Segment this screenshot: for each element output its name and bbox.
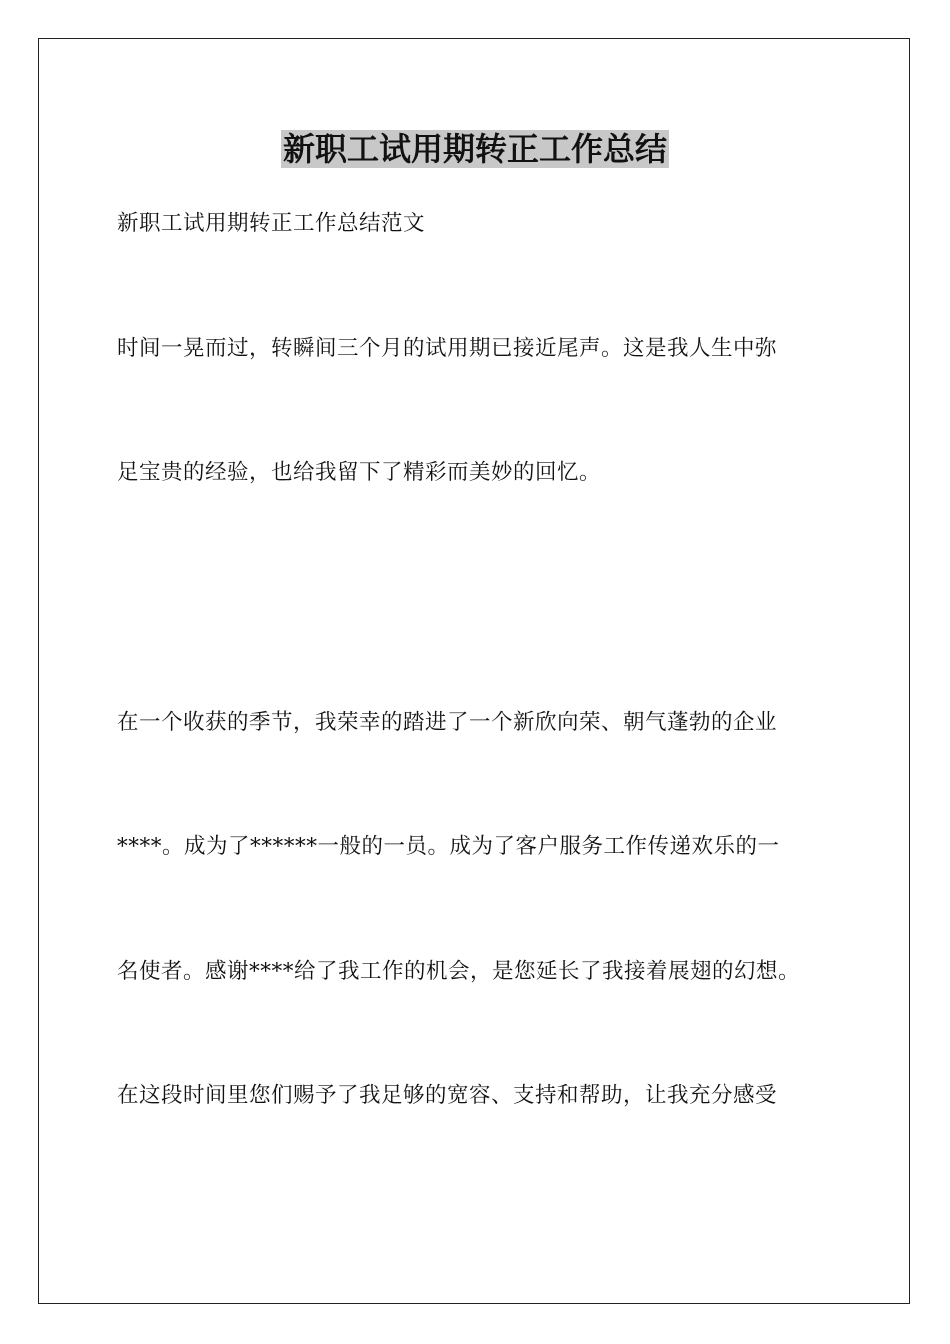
body-line-2: 足宝贵的经验，也给我留下了精彩而美妙的回忆。: [117, 460, 602, 485]
body-line-3: 在一个收获的季节，我荣幸的踏进了一个新欣向荣、朝气蓬勃的企业: [117, 710, 778, 735]
body-line-4: ****。成为了******一般的一员。成为了客户服务工作传递欢乐的一: [117, 834, 780, 859]
document-title-text: 新职工试用期转正工作总结: [282, 130, 667, 168]
body-line-6: 在这段时间里您们赐予了我足够的宽容、支持和帮助，让我充分感受: [117, 1083, 778, 1108]
document-title: [0, 127, 950, 171]
body-line-5: 名使者。感谢****给了我工作的机会，是您延长了我接着展翅的幻想。: [117, 959, 801, 984]
document-subtitle: 新职工试用期转正工作总结范文: [117, 211, 426, 236]
body-line-1: 时间一晃而过，转瞬间三个月的试用期已接近尾声。这是我人生中弥: [117, 336, 778, 361]
